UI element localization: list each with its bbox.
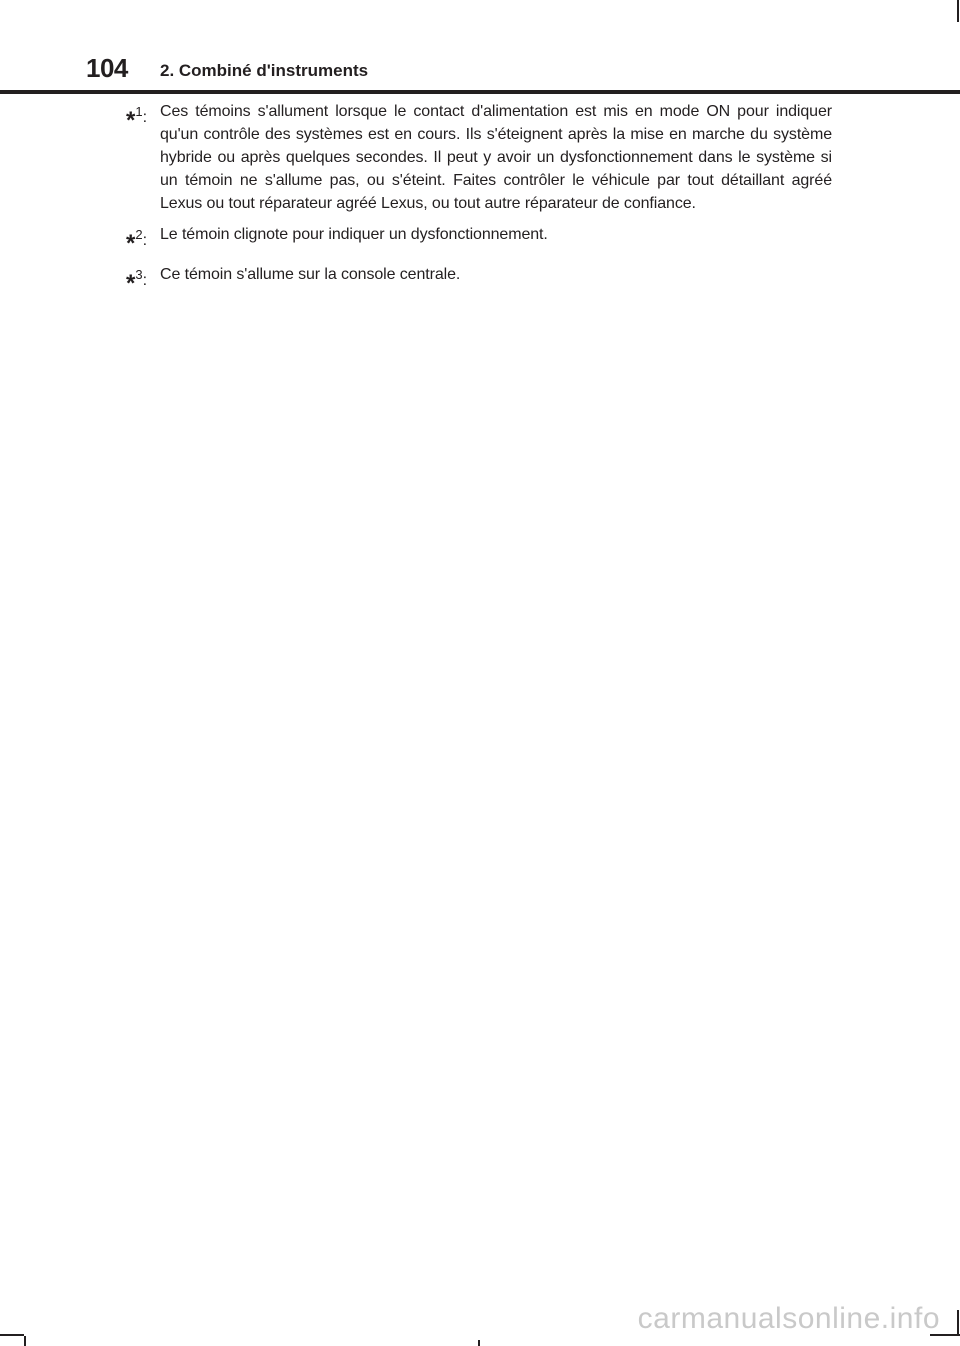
crop-mark-bottom-right-vertical [957,1310,959,1334]
footnote-marker [126,100,160,132]
footnote-number: 3 [135,267,143,282]
footnote-star: * [126,270,136,297]
footnote-2 [126,223,832,255]
footnote-colon: : [142,272,148,289]
page-header [0,0,960,96]
watermark-text: carmanualsonline.info [637,1302,940,1335]
footnote-star: * [126,107,136,134]
footnote-star: * [126,230,136,257]
footnote-list [126,100,832,303]
footnote-marker [126,223,160,255]
crop-mark-bottom-left-vertical [24,1336,26,1346]
footnote-text: Ces témoins s'allument lorsque le contact d'alimentation est mis en mode ON pour indiquer qu'un contrôle des systèmes est en cours. Ils s'éteignent après la mise en marche du système hybride ou après quelques secondes. Il peut y avoir un dysfonctionnement dans le système si un témoin ne s'allume pas, ou s'éteint. Faites contrôler le véhicule par tout détaillant agréé Lexus ou tout réparateur agréé Lexus, ou tout autre réparateur de confiance. [160,103,832,212]
footnote-3 [126,263,832,295]
header-rule [0,90,960,94]
crop-mark-top-right [957,0,959,22]
footnote-marker [126,263,160,295]
footnote-colon: : [142,109,148,126]
footnote-number: 2 [135,227,143,242]
crop-mark-bottom-center [478,1340,480,1346]
chapter-title: 2. Combiné d'instruments [160,61,369,80]
footnote-text: Le témoin clignote pour indiquer un dysfonctionnement. [160,226,548,243]
page-number: 104 [86,53,128,83]
footnote-number: 1 [135,104,143,119]
footnote-text: Ce témoin s'allume sur la console centrale. [160,266,461,283]
footnote-colon: : [142,232,148,249]
footnote-1 [126,100,832,215]
crop-mark-bottom-left-horizontal [0,1334,24,1336]
